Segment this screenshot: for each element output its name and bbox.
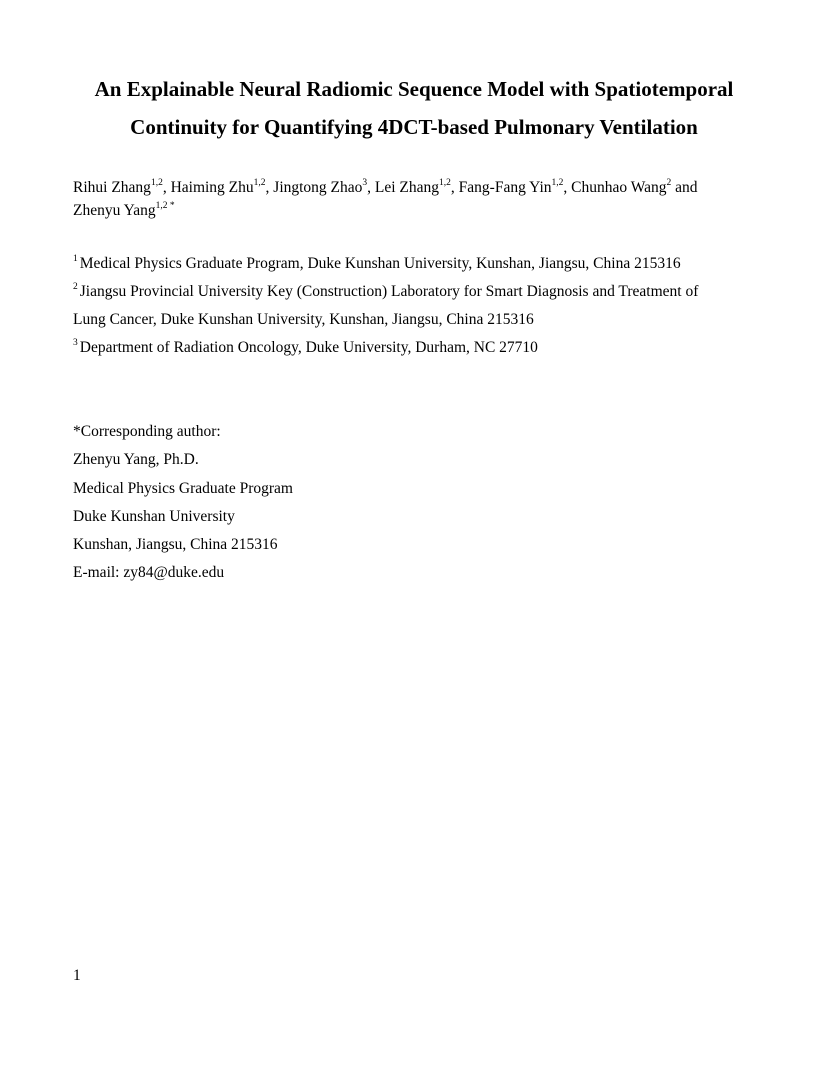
affiliation-item <box>73 278 763 306</box>
author-name: Lei Zhang <box>374 179 440 196</box>
author <box>73 179 163 196</box>
affiliation-continuation <box>73 306 763 334</box>
author-separator: , <box>162 179 171 196</box>
author-affiliation-marker: 1,2 <box>150 177 163 188</box>
affiliation-text: Jiangsu Provincial University Key (Construction) Laboratory for Smart Diagnosis and Treatment of <box>79 283 699 300</box>
author-separator: , <box>450 179 459 196</box>
author-name: Chunhao Wang <box>571 179 667 196</box>
page-number: 1 <box>73 967 81 984</box>
author-separator: , <box>563 179 572 196</box>
affiliation-list <box>73 250 763 362</box>
affiliation-marker: 1 <box>73 253 78 264</box>
affiliation-item <box>73 250 763 278</box>
author-affiliation-marker: 1,2 <box>551 177 564 188</box>
paper-title <box>60 70 768 146</box>
author-name: Rihui Zhang <box>73 179 151 196</box>
author-affiliation-marker: 1,2 <box>253 177 266 188</box>
title-line-1: An Explainable Neural Radiomic Sequence Model with Spatiotemporal <box>94 77 734 101</box>
title-line-2: Continuity for Quantifying 4DCT-based Pulmonary Ventilation <box>130 115 698 139</box>
affiliation-marker: 2 <box>73 281 78 292</box>
corresponding-name: Zhenyu Yang, Ph.D. <box>73 451 199 469</box>
author <box>375 179 451 196</box>
affiliation-text: Department of Radiation Oncology, Duke University, Durham, NC 27710 <box>79 339 538 356</box>
affiliation-item <box>73 334 763 362</box>
author-name: Jingtong Zhao <box>273 179 363 196</box>
corresponding-email[interactable]: E-mail: zy84@duke.edu <box>73 564 225 582</box>
author-list <box>73 176 763 222</box>
corresponding-location: Kunshan, Jiangsu, China 215316 <box>73 536 278 554</box>
author-affiliation-marker: 1,2 * <box>155 200 175 211</box>
author <box>171 179 266 196</box>
corresponding-heading: *Corresponding author: <box>73 423 221 440</box>
corresponding-institution: Duke Kunshan University <box>73 507 235 525</box>
author <box>273 179 367 196</box>
author <box>571 179 671 196</box>
corresponding-author-block <box>73 418 573 588</box>
affiliation-text: Lung Cancer, Duke Kunshan University, Kunshan, Jiangsu, China 215316 <box>73 311 534 328</box>
author-name: Fang-Fang Yin <box>458 179 552 196</box>
affiliation-marker: 3 <box>73 337 78 348</box>
author <box>73 202 175 219</box>
author-name: Zhenyu Yang <box>73 202 156 219</box>
author-affiliation-marker: 3 <box>362 177 368 188</box>
author-separator: , <box>367 179 375 196</box>
author-name: Haiming Zhu <box>170 179 254 196</box>
author-separator: , <box>265 179 274 196</box>
affiliation-text: Medical Physics Graduate Program, Duke Kunshan University, Kunshan, Jiangsu, China 215316 <box>79 255 681 272</box>
author-separator: and <box>671 179 698 196</box>
author-affiliation-marker: 1,2 <box>439 177 451 188</box>
author-affiliation-marker: 2 <box>666 177 672 188</box>
corresponding-department: Medical Physics Graduate Program <box>73 479 293 497</box>
author <box>459 179 564 196</box>
